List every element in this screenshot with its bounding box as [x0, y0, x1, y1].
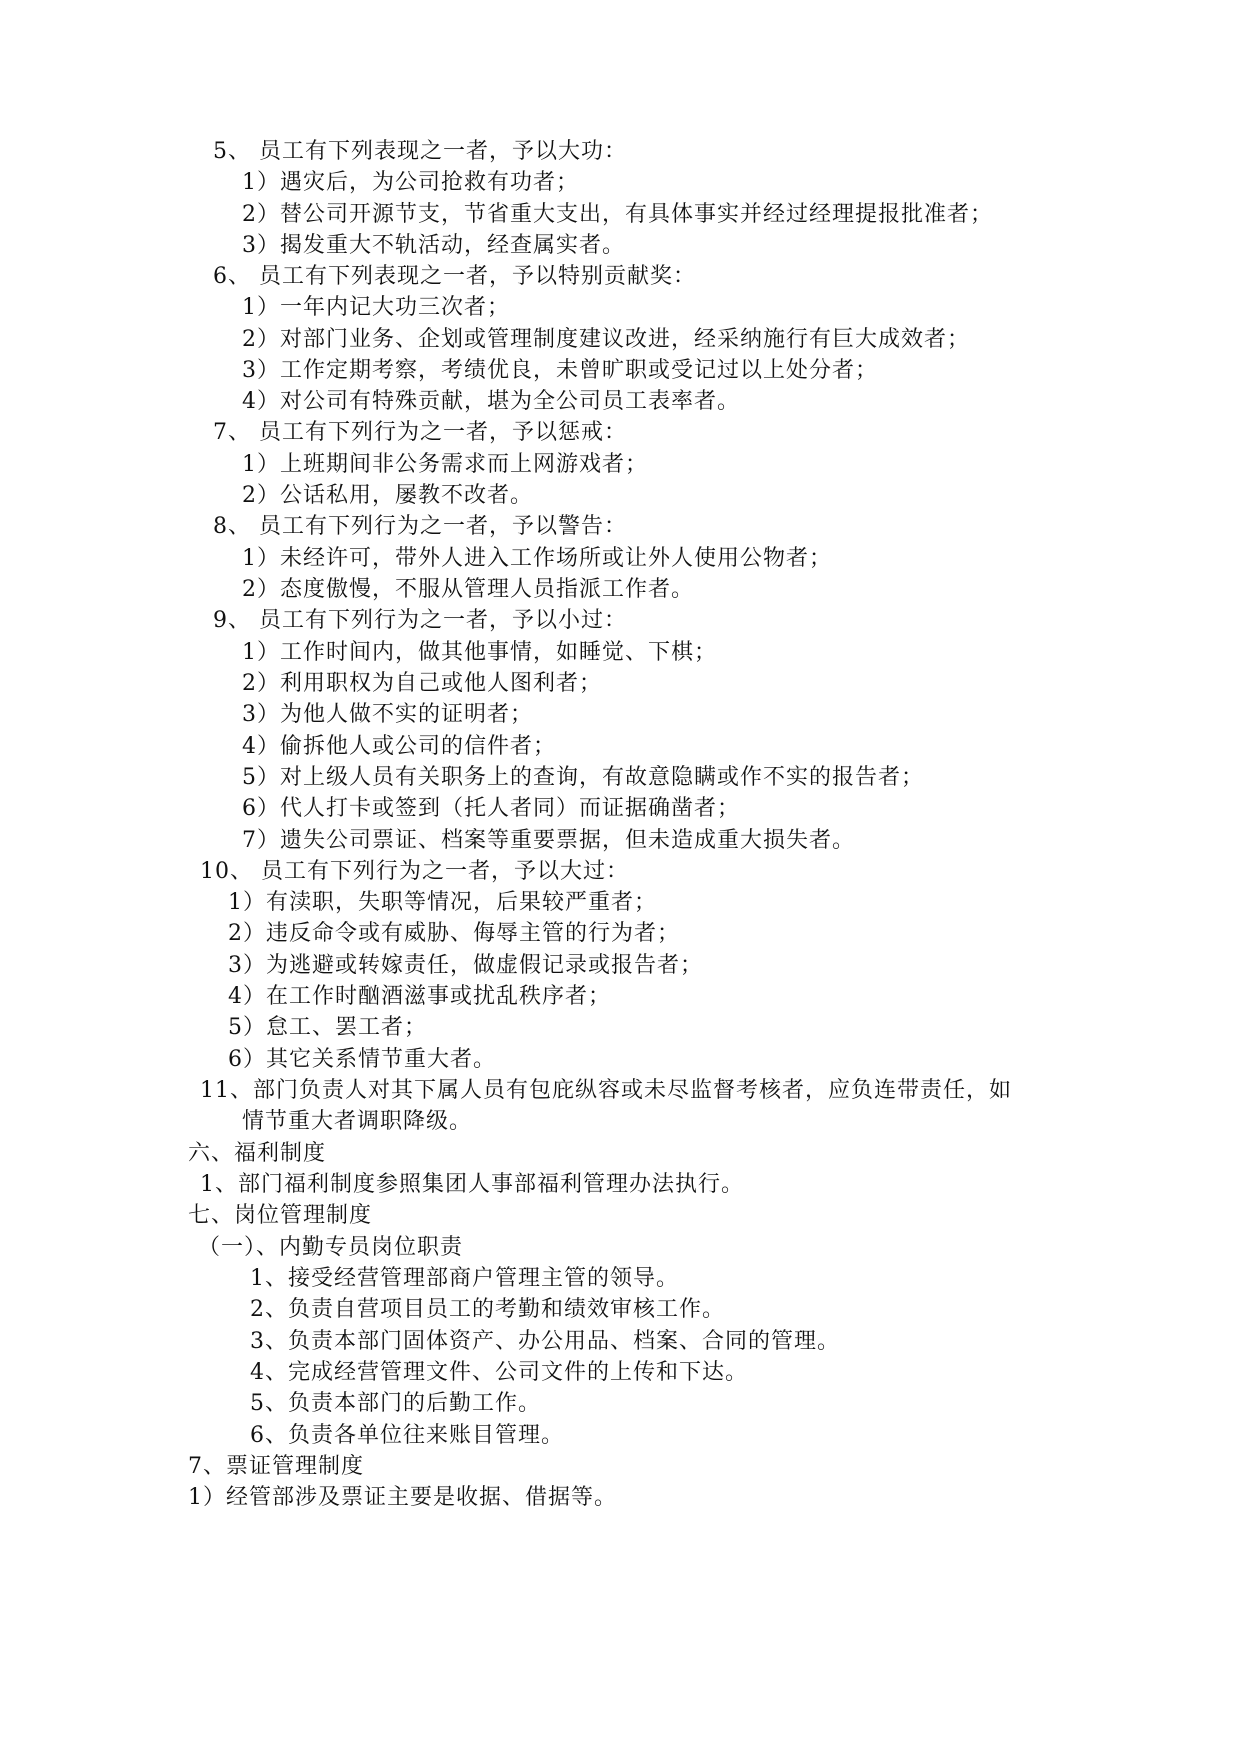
- section-7-heading: 七、岗位管理制度: [188, 1203, 373, 1228]
- item-6-sub-2: 2）对部门业务、企划或管理制度建议改进，经采纳施行有巨大成效者；: [242, 327, 970, 352]
- item-5-sub-2: 2）替公司开源节支，节省重大支出，有具体事实并经过经理提报批准者；: [242, 202, 993, 227]
- item-10-sub-1: 1）有渎职，失职等情况，后果较严重者；: [228, 890, 657, 915]
- item-8-sub-1: 1）未经许可，带外人进入工作场所或让外人使用公物者；: [242, 546, 832, 571]
- item-8-sub-2: 2）态度傲慢，不服从管理人员指派工作者。: [242, 577, 694, 602]
- item-10-sub-4: 4）在工作时酗酒滋事或扰乱秩序者；: [228, 984, 611, 1009]
- item-9-sub-2: 2）利用职权为自己或他人图利者；: [242, 671, 602, 696]
- duty-item-2: 2、负责自营项目员工的考勤和绩效审核工作。: [250, 1297, 725, 1322]
- item-6-sub-1: 1）一年内记大功三次者；: [242, 295, 510, 320]
- duty-item-3: 3、负责本部门固体资产、办公用品、档案、合同的管理。: [250, 1329, 840, 1354]
- item-9-sub-1: 1）工作时间内，做其他事情，如睡觉、下棋；: [242, 640, 717, 665]
- subsection-1-heading: （一）、内勤专员岗位职责: [198, 1235, 464, 1260]
- item-7-sub-1: 1）上班期间非公务需求而上网游戏者；: [242, 452, 648, 477]
- section-ticket-item-1: 1）经管部涉及票证主要是收据、借据等。: [188, 1485, 617, 1510]
- duty-item-6: 6、负责各单位往来账目管理。: [250, 1423, 564, 1448]
- item-5-sub-3: 3）揭发重大不轨活动，经查属实者。: [242, 233, 625, 258]
- item-6-heading: 6、 员工有下列表现之一者，予以特别贡献奖：: [213, 264, 696, 289]
- section-6-item-1: 1、部门福利制度参照集团人事部福利管理办法执行。: [200, 1172, 744, 1197]
- item-9-sub-3: 3）为他人做不实的证明者；: [242, 702, 533, 727]
- item-9-heading: 9、 员工有下列行为之一者，予以小过：: [213, 608, 627, 633]
- duty-item-4: 4、完成经营管理文件、公司文件的上传和下达。: [250, 1360, 748, 1385]
- section-6-heading: 六、福利制度: [188, 1141, 327, 1166]
- item-9-sub-6: 6）代人打卡或签到（托人者同）而证据确凿者；: [242, 796, 740, 821]
- item-7-sub-2: 2）公话私用，屡教不改者。: [242, 483, 533, 508]
- item-10-heading: 10、 员工有下列行为之一者，予以大过：: [200, 859, 629, 884]
- item-9-sub-4: 4）偷拆他人或公司的信件者；: [242, 734, 556, 759]
- item-8-heading: 8、 员工有下列行为之一者，予以警告：: [213, 514, 627, 539]
- item-9-sub-5: 5）对上级人员有关职务上的查询，有故意隐瞒或作不实的报告者；: [242, 765, 924, 790]
- item-6-sub-3: 3）工作定期考察，考绩优良，未曾旷职或受记过以上处分者；: [242, 358, 878, 383]
- item-7-heading: 7、 员工有下列行为之一者，予以惩戒：: [213, 420, 627, 445]
- item-10-sub-5: 5）怠工、罢工者；: [228, 1015, 427, 1040]
- item-10-sub-6: 6）其它关系情节重大者。: [228, 1047, 496, 1072]
- item-6-sub-4: 4）对公司有特殊贡献，堪为全公司员工表率者。: [242, 389, 740, 414]
- item-10-sub-2: 2）违反命令或有威胁、侮辱主管的行为者；: [228, 921, 680, 946]
- duty-item-1: 1、接受经营管理部商户管理主管的领导。: [250, 1266, 679, 1291]
- item-10-sub-3: 3）为逃避或转嫁责任，做虚假记录或报告者；: [228, 953, 703, 978]
- item-11-text-cont: 情节重大者调职降级。: [242, 1109, 473, 1134]
- item-9-sub-7: 7）遗失公司票证、档案等重要票据，但未造成重大损失者。: [242, 828, 855, 853]
- item-11-text: 11、部门负责人对其下属人员有包庇纵容或未尽监督考核者，应负连带责任，如: [200, 1078, 1012, 1103]
- item-5-heading: 5、 员工有下列表现之一者，予以大功：: [213, 139, 627, 164]
- duty-item-5: 5、负责本部门的后勤工作。: [250, 1391, 541, 1416]
- item-5-sub-1: 1）遇灾后，为公司抢救有功者；: [242, 170, 579, 195]
- section-ticket-heading: 7、票证管理制度: [188, 1454, 364, 1479]
